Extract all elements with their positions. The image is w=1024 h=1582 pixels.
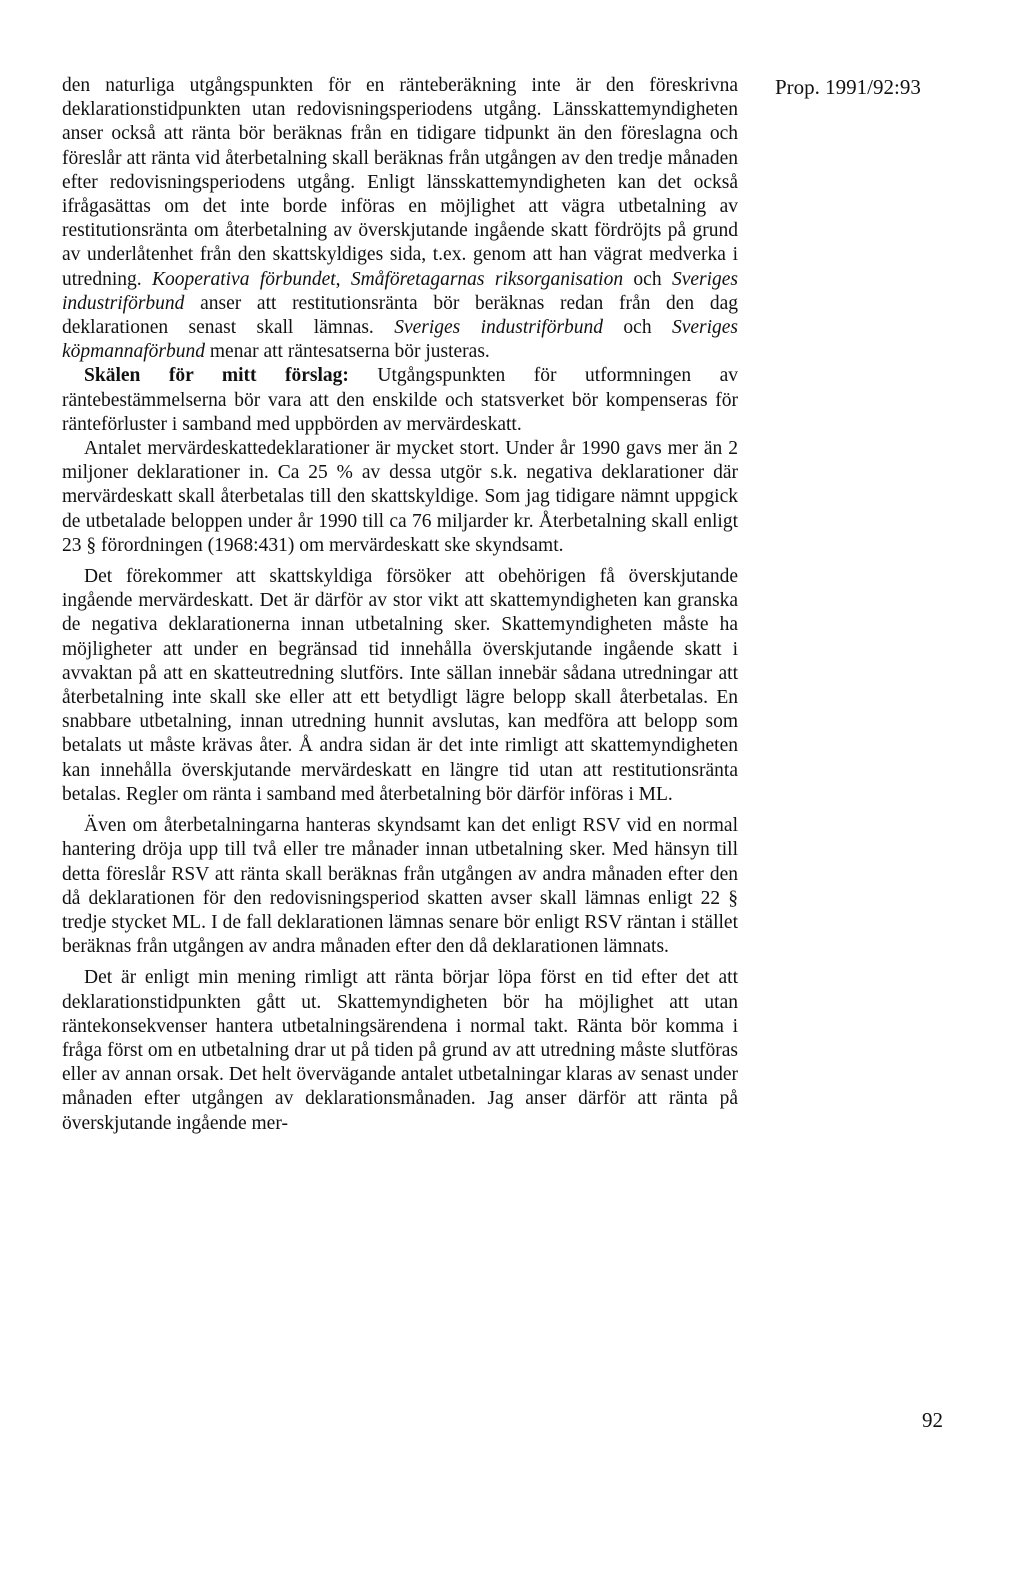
org-smaforetagarnas-riksorganisation: Småföretagarnas riksorganisation bbox=[350, 268, 624, 290]
paragraph-1 bbox=[62, 74, 738, 364]
section-lead-heading: Skälen för mitt förslag: bbox=[84, 365, 349, 387]
paragraph-2 bbox=[62, 364, 738, 437]
page-body bbox=[62, 74, 738, 1136]
org-sveriges-industriforbund: Sveriges industriförbund bbox=[62, 268, 739, 314]
paragraph-4: Det förekommer att skattskyldiga försöker att obehörigen få överskjutande ingående mervärdeskatt. Det är därför av stor vikt att skattemyndigheten kan granska de negativa deklarationerna innan utbetalning sker. Skattemyndigheten måste ha möjligheter att under en begränsad tid innehålla överskjutande ingående skatt i avvaktan på att en skatteutredning slutförs. Inte sällan innebär sådana utredningar att återbetalning inte skall ske eller att ett betydligt lägre belopp skall återbetalas. En snabbare utbetalning, innan utredning hunnit avslutas, kan medföra att belopp som betalats ut måste krävas åter. Å andra sidan är det inte rimligt att skattemyndigheten kan innehålla överskjutande mervärdeskatt en längre tid utan att restitutionsränta betalas. Regler om ränta i samband med återbetalning bör därför införas i ML. bbox=[62, 566, 738, 805]
org-sveriges-industriforbund-2: Sveriges industriförbund bbox=[394, 317, 604, 339]
p1-text-b: anser att restitutionsränta bör beräknas redan från den dag deklarationen senast skall lämnas. bbox=[62, 292, 738, 339]
paragraph-5: Även om återbetalningarna hanteras skyndsamt kan det enligt RSV vid en normal hantering dröja upp till två eller tre månader innan utbetalning sker. Med hänsyn till detta föreslår RSV att ränta skall beräknas från utgången av andra månaden efter den då deklarationen för den redovisningsperiod skatten avser skall lämnas enligt 22 § tredje stycket ML. I de fall deklarationen lämnas senare bör enligt RSV räntan i stället beräknas från utgången av andra månaden efter den då deklarationen lämnats. bbox=[62, 815, 738, 958]
separator: , bbox=[335, 268, 351, 290]
page-number: 92 bbox=[922, 1408, 943, 1432]
org-kooperativa-forbundet: Kooperativa förbundet bbox=[151, 268, 336, 290]
p1-text-c: menar att räntesatserna bör justeras. bbox=[205, 341, 490, 363]
p1-text-a: den naturliga utgångspunkten för en ränteberäkning inte är den föreskrivna deklarationstidpunkten utan redovisningsperiodens utgång. Länsskattemyndigheten anser också att ränta bör beräknas från en tidigare tidpunkt än den föreslagna och föreslår att ränta vid återbetalning skall beräknas från utgången av den tredje månaden efter redovisningsperiodens utgång. Enligt länsskattemyndigheten kan det också ifrågasättas om det inte borde införas en möjlighet att vägra utbetalning av restitutionsränta om återbetalning av överskjutande ingående skatt fördröjts på grund av underlåtenhet från den skattskyldiges sida, t.ex. genom att han vägrat medverka i utredning. bbox=[62, 75, 738, 290]
org-sveriges-kopmannaforbund: Sveriges köpmannaförbund bbox=[62, 317, 739, 363]
separator: och bbox=[623, 268, 672, 290]
proposition-reference: Prop. 1991/92:93 bbox=[775, 75, 921, 99]
paragraph-6: Det är enligt min mening rimligt att ränta börjar löpa först en tid efter det att deklarationstidpunkten gått ut. Skattemyndigheten bör ha möjlighet att utan räntekonsekvenser hantera utbetalningsärendena i normal takt. Ränta bör komma i fråga först om en utbetalning drar ut på tiden på grund av att utredning måste slutföras eller av annan orsak. Det helt övervägande antalet utbetalningar klaras av senast under månaden efter utgången av deklarationsmånaden. Jag anser därför att ränta på överskjutande ingående mer- bbox=[62, 967, 738, 1134]
p2-text: Utgångspunkten för utformningen av räntebestämmelserna bör vara att den enskilde och statsverket bör kompenseras för ränteförluster i samband med uppbörden av mervärdeskatt. bbox=[62, 365, 739, 435]
paragraph-3: Antalet mervärdeskattedeklarationer är mycket stort. Under år 1990 gavs mer än 2 miljoner deklarationer in. Ca 25 % av dessa utgör s.k. negativa deklarationer där mervärdeskatt skall återbetalas till den skattskyldige. Som jag tidigare nämnt uppgick de utbetalade beloppen under år 1990 till ca 76 miljarder kr. Återbetalning skall enligt 23 § förordningen (1968:431) om mervärdeskatt ske skyndsamt. bbox=[62, 438, 738, 556]
separator: och bbox=[603, 317, 672, 339]
